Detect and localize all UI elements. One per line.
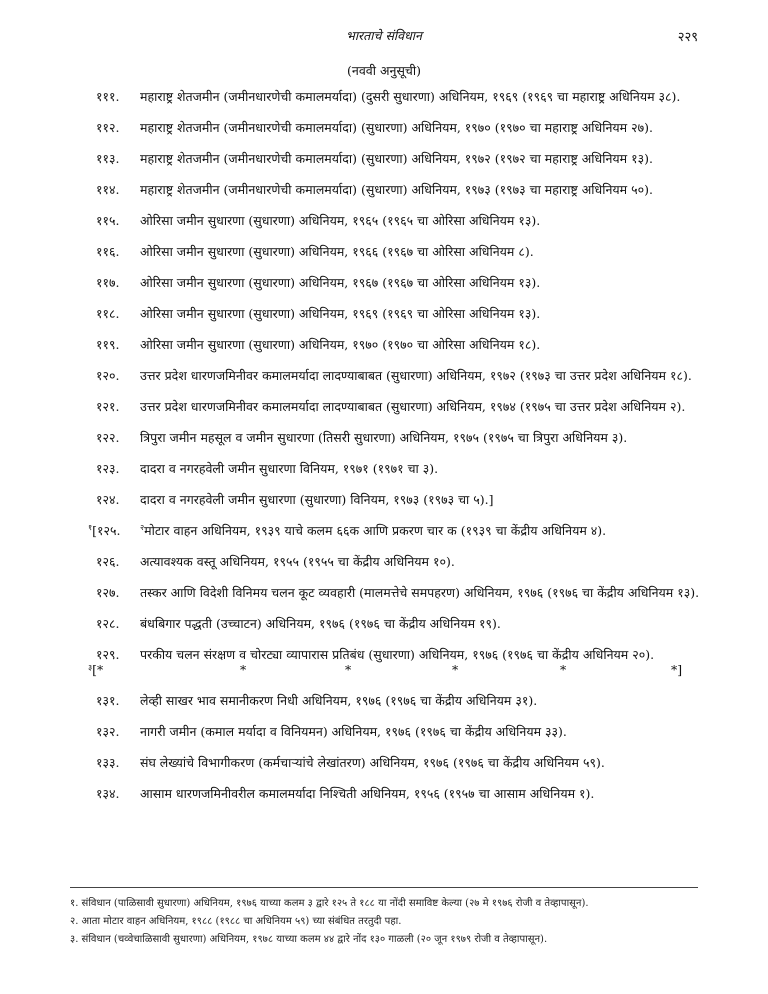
footnote-1: १. संविधान (पाळिसावी सुधारणा) अधिनियम, १९७६ याच्या कलम ३ द्वारे १२५ ते १८८ या नोंदी समाविष्ट केल्या (२७ मे १९७६ रोजी व तेव्हापासून).	[70, 898, 589, 909]
schedule-heading: (नववी अनुसूची)	[347, 63, 421, 78]
entry-text: ओरिसा जमीन सुधारणा (सुधारणा) अधिनियम, १९६७ (१९६७ चा ओरिसा अधिनियम १३).	[140, 275, 541, 290]
entry-number: १२४.	[96, 492, 120, 507]
entry-text: परकीय चलन संरक्षण व चोरट्या व्यापारास प्रतिबंध (सुधारणा) अधिनियम, १९७६ (१९७६ चा केंद्रीय अधिनियम २०).	[140, 647, 655, 662]
omission-open-text: [*	[92, 662, 104, 677]
entry-number: १२६.	[96, 554, 120, 569]
entry-text: महाराष्ट्र शेतजमीन (जमीनधारणेची कमालमर्यादा) (दुसरी सुधारणा) अधिनियम, १९६९ (१९६९ चा महाराष्ट्र अधिनियम ३८).	[140, 89, 681, 104]
omission-open	[88, 662, 104, 678]
omission-star: *	[560, 662, 567, 677]
footnote-mark: ३	[88, 663, 93, 672]
footnote-divider	[70, 887, 698, 888]
entry-number: ११३.	[96, 151, 120, 166]
entry-text: महाराष्ट्र शेतजमीन (जमीनधारणेची कमालमर्यादा) (सुधारणा) अधिनियम, १९७० (१९७० चा महाराष्ट्र अधिनियम २७).	[140, 120, 653, 135]
entry-text: ओरिसा जमीन सुधारणा (सुधारणा) अधिनियम, १९७० (१९७० चा ओरिसा अधिनियम १८).	[140, 337, 541, 352]
entry-text: उत्तर प्रदेश धारणजमिनीवर कमालमर्यादा लादण्याबाबत (सुधारणा) अधिनियम, १९७४ (१९७५ चा उत्तर प्रदेश अधिनियम २).	[140, 399, 686, 414]
footnote-mark: १	[88, 523, 93, 532]
entry-text: ओरिसा जमीन सुधारणा (सुधारणा) अधिनियम, १९६९ (१९६९ चा ओरिसा अधिनियम १३).	[140, 306, 541, 321]
omission-close: *]	[671, 662, 683, 677]
entry-text: तस्कर आणि विदेशी विनिमय चलन कूट व्यवहारी (मालमत्तेचे समपहरण) अधिनियम, १९७६ (१९७६ चा केंद्रीय अधिनियम १३).	[140, 585, 700, 600]
footnote-2: २. आता मोटार वाहन अधिनियम, १९८८ (१९८८ चा अधिनियम ५९) च्या संबंधित तरतुदी पहा.	[70, 916, 402, 927]
entry-number: १२१.	[96, 399, 120, 414]
omission-line	[0, 662, 768, 682]
entry-number: ११४.	[96, 182, 120, 197]
page-number: २२९	[677, 30, 698, 45]
entry-number: ११५.	[96, 213, 120, 228]
entry-number: ११२.	[96, 120, 120, 135]
entry-text: लेव्ही साखर भाव समानीकरण निधी अधिनियम, १९७६ (१९७६ चा केंद्रीय अधिनियम ३१).	[140, 693, 538, 708]
entry-text: ओरिसा जमीन सुधारणा (सुधारणा) अधिनियम, १९६६ (१९६७ चा ओरिसा अधिनियम ८).	[140, 244, 534, 259]
entry-text: नागरी जमीन (कमाल मर्यादा व विनियमन) अधिनियम, १९७६ (१९७६ चा केंद्रीय अधिनियम ३३).	[140, 724, 567, 739]
entry-number: १२७.	[96, 585, 120, 600]
entry-text: महाराष्ट्र शेतजमीन (जमीनधारणेची कमालमर्यादा) (सुधारणा) अधिनियम, १९७२ (१९७२ चा महाराष्ट्र अधिनियम १३).	[140, 151, 653, 166]
omission-star: *	[240, 662, 247, 677]
entry-number-value: [१२५.	[92, 523, 121, 539]
entry-text: दादरा व नगरहवेली जमीन सुधारणा विनियम, १९७१ (१९७१ चा ३).	[140, 461, 439, 476]
footnote-mark: २	[140, 523, 145, 532]
entry-number: ११८.	[96, 306, 120, 321]
omission-star: *	[345, 662, 352, 677]
entry-text: उत्तर प्रदेश धारणजमिनीवर कमालमर्यादा लादण्याबाबत (सुधारणा) अधिनियम, १९७२ (१९७३ चा उत्तर प्रदेश अधिनियम १८).	[140, 368, 692, 383]
entry-number: ११९.	[96, 337, 120, 352]
entry-text: ओरिसा जमीन सुधारणा (सुधारणा) अधिनियम, १९६५ (१९६५ चा ओरिसा अधिनियम १३).	[140, 213, 541, 228]
entry-text: आसाम धारणजमिनीवरील कमालमर्यादा निश्चिती अधिनियम, १९५६ (१९५७ चा आसाम अधिनियम १).	[140, 786, 595, 801]
entry-number: १११.	[96, 89, 120, 104]
entry-number: १२८.	[96, 616, 120, 631]
entry-text: दादरा व नगरहवेली जमीन सुधारणा (सुधारणा) विनियम, १९७३ (१९७३ चा ५).]	[140, 492, 494, 507]
entry-number: ११६.	[96, 244, 120, 259]
entry-number: १२३.	[96, 461, 120, 476]
entry-number: १३१.	[96, 693, 120, 708]
entry-text: महाराष्ट्र शेतजमीन (जमीनधारणेची कमालमर्यादा) (सुधारणा) अधिनियम, १९७३ (१९७३ चा महाराष्ट्र अधिनियम ५०).	[140, 182, 653, 197]
entry-text-value: मोटार वाहन अधिनियम, १९३९ याचे कलम ६६क आणि प्रकरण चार क (१९३९ चा केंद्रीय अधिनियम ४).	[144, 523, 607, 539]
entry-number: १२०.	[96, 368, 120, 383]
entry-number: ११७.	[96, 275, 120, 290]
footnote-3: ३. संविधान (चव्वेचाळिसावी सुधारणा) अधिनियम, १९७८ याच्या कलम ४४ द्वारे नोंद १३० गाळली (२० जून १९७९ रोजी व तेव्हापासून).	[70, 934, 548, 945]
entry-number: १३४.	[96, 786, 120, 801]
entry-number: १३३.	[96, 755, 120, 770]
entry-text: अत्यावश्यक वस्तू अधिनियम, १९५५ (१९५५ चा केंद्रीय अधिनियम १०).	[140, 554, 455, 569]
entry-number: १३२.	[96, 724, 120, 739]
entry-text: बंधबिगार पद्धती (उच्चाटन) अधिनियम, १९७६ (१९७६ चा केंद्रीय अधिनियम १९).	[140, 616, 501, 631]
entry-number	[88, 522, 121, 539]
footnotes	[70, 895, 710, 949]
entry-text: त्रिपुरा जमीन महसूल व जमीन सुधारणा (तिसरी सुधारणा) अधिनियम, १९७५ (१९७५ चा त्रिपुरा अधिनियम ३).	[140, 430, 628, 445]
entry-number: १२९.	[96, 647, 120, 662]
entry-number: १२२.	[96, 430, 120, 445]
running-title: भारताचे संविधान	[346, 28, 422, 43]
entry-text: संघ लेख्यांचे विभागीकरण (कर्मचाऱ्यांचे लेखांतरण) अधिनियम, १९७६ (१९७६ चा केंद्रीय अधिनियम ५९).	[140, 755, 605, 770]
entry-text	[140, 522, 606, 539]
omission-star: *	[452, 662, 459, 677]
